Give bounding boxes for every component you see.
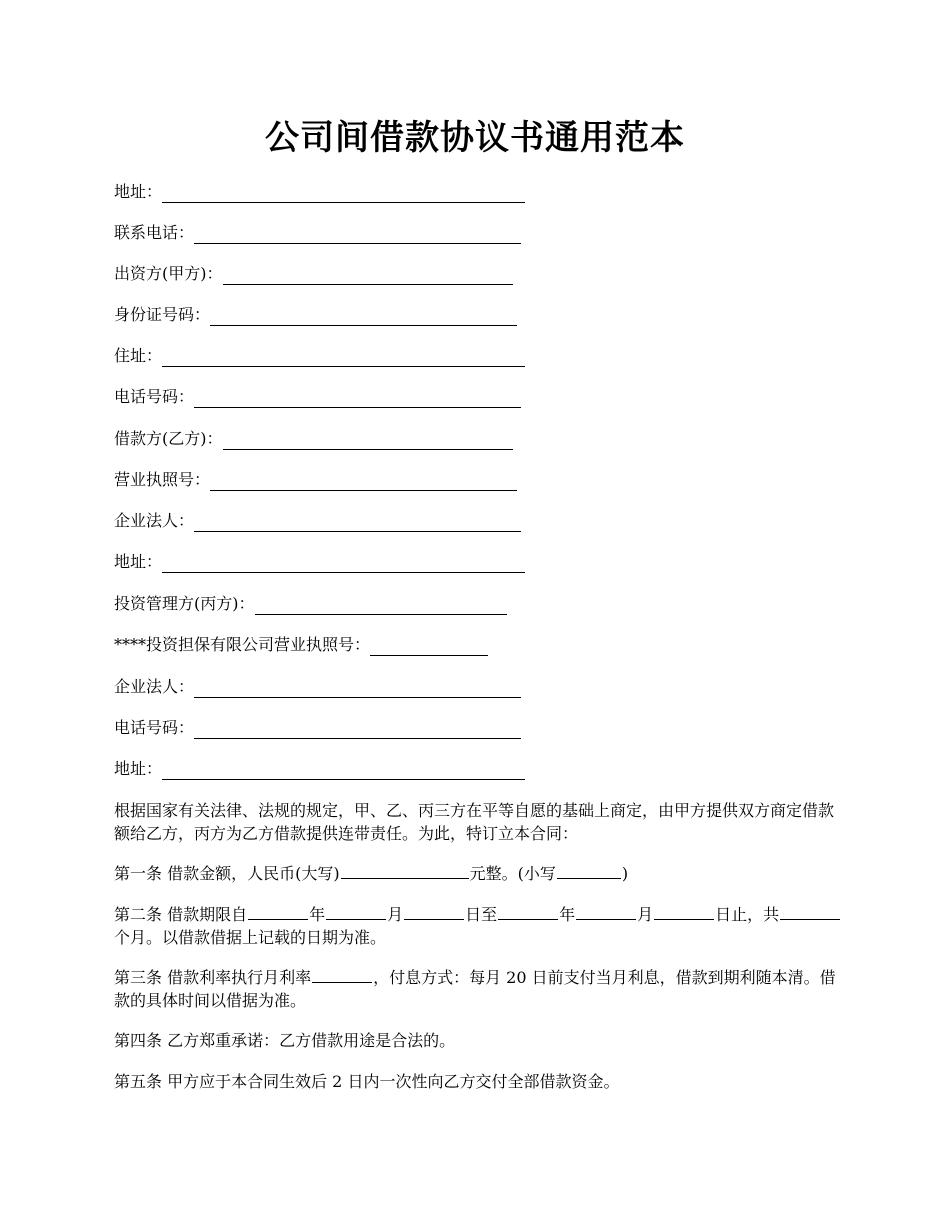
blank-line [210,309,517,326]
blank-line [248,905,308,920]
article-text: ) [621,864,629,883]
article-text: 月 [637,905,654,924]
field-address-3 [114,758,525,780]
blank-line [162,350,525,367]
article-text: 元整。(小写 [469,864,556,883]
blank-line [162,763,525,780]
field-business-license [114,469,517,491]
article-text: 月 [387,905,404,924]
blank-line [498,905,558,920]
blank-line [312,968,372,983]
field-party-c [114,593,507,615]
blank-line [576,905,636,920]
document-title: 公司间借款协议书通用范本 [265,118,685,158]
field-label: ****投资担保有限公司营业执照号： [114,635,371,654]
field-label: 营业执照号： [114,470,211,489]
field-label: 地址： [114,552,163,571]
field-label: 借款方(乙方)： [114,429,223,448]
field-party-a [114,263,513,285]
field-label: 电话号码： [114,718,195,737]
article-text: 第二条 借款期限自 [114,905,248,924]
blank-line [780,905,840,920]
article-text: 日止，共 [715,905,780,924]
blank-line [341,864,469,879]
article-text: 年 [559,905,576,924]
article-2 [114,903,844,949]
blank-line [404,905,464,920]
blank-line [194,722,521,739]
field-legal-person-1 [114,510,521,532]
field-address-2 [114,551,525,573]
article-text: 日至 [465,905,498,924]
field-label: 企业法人： [114,511,195,530]
blank-line [194,391,521,408]
field-label: 联系电话： [114,223,195,242]
field-guarantor-license [114,634,488,656]
field-party-b [114,428,513,450]
field-label: 电话号码： [114,387,195,406]
blank-line [326,905,386,920]
field-id-number [114,304,517,326]
field-phone-2 [114,717,521,739]
blank-line [255,598,507,615]
article-4: 第四条 乙方郑重承诺：乙方借款用途是合法的。 [114,1031,456,1050]
field-phone-1 [114,386,521,408]
article-text: 年 [309,905,326,924]
field-label: 地址： [114,759,163,778]
blank-line [223,433,513,450]
blank-line [194,227,521,244]
field-label: 地址： [114,182,163,201]
blank-line [162,186,525,203]
field-label: 企业法人： [114,677,195,696]
field-contact-phone [114,222,521,244]
article-3 [114,966,844,1012]
field-label: 住址： [114,346,163,365]
article-text: 第一条 借款金额，人民币(大写) [114,864,340,883]
field-label: 身份证号码： [114,305,211,324]
blank-line [223,268,513,285]
blank-line [210,474,517,491]
blank-line [370,639,488,656]
blank-line [194,681,521,698]
field-legal-person-2 [114,676,521,698]
field-residence [114,345,525,367]
intro-paragraph: 根据国家有关法律、法规的规定，甲、乙、丙三方在平等自愿的基础上商定，由甲方提供双方商定借款额给乙方，丙方为乙方借款提供连带责任。为此，特订立本合同： [114,801,835,843]
field-label: 出资方(甲方)： [114,264,223,283]
article-5: 第五条 甲方应于本合同生效后 2 日内一次性向乙方交付全部借款资金。 [114,1072,620,1091]
blank-line [162,556,525,573]
blank-line [557,864,621,879]
field-label: 投资管理方(丙方)： [114,594,255,613]
blank-line [654,905,714,920]
blank-line [194,515,521,532]
field-address-1 [114,181,525,203]
article-text: 个月。以借款借据上记载的日期为准。 [114,928,387,947]
article-text: ，付息方式：每月 20 日前支付当月利息，借款到期利随本清。借款的具体时间以借据为准。 [114,968,836,1010]
article-1 [114,862,844,885]
article-text: 第三条 借款利率执行月利率 [114,968,312,987]
